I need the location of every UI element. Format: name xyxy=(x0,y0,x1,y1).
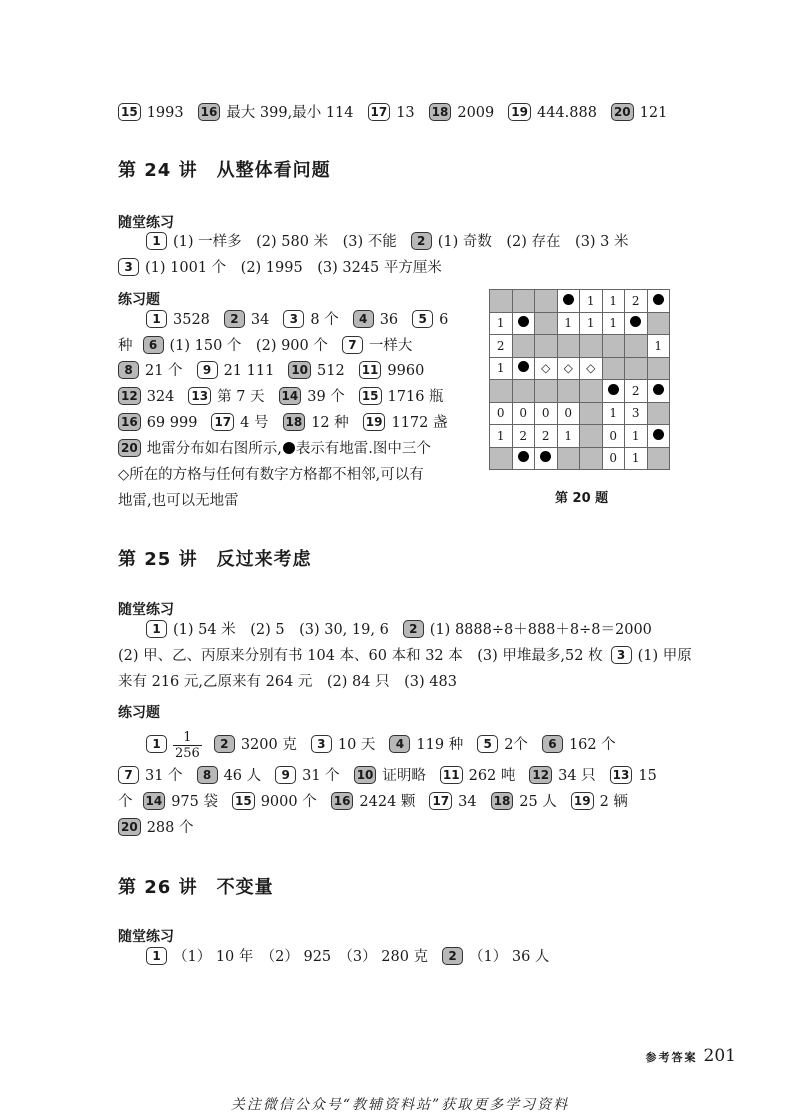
grid-cell-diamond: ◇ xyxy=(557,357,580,380)
question-number: 11 xyxy=(359,361,382,379)
answer-item xyxy=(283,312,338,328)
grid-cell-number: 1 xyxy=(490,312,513,335)
grid-cell-mine xyxy=(647,380,670,403)
grid-cell-shaded xyxy=(512,335,535,358)
answer-item xyxy=(508,105,597,121)
answer-text: 1716 瓶 xyxy=(387,389,444,405)
cp-line2-text: (2) 甲、乙、丙原来分别有书 104 本、60 本和 32 本 (3) 甲堆最多,52 枚 xyxy=(118,648,603,664)
answer-text: （1） 10 年 （2） 925 （3） 280 克 xyxy=(173,949,429,965)
question-number: 1 xyxy=(146,947,167,965)
lecture-25-title: 第 25 讲 反过来考虑 xyxy=(118,549,312,570)
answer-text: 证明略 xyxy=(382,768,426,784)
answer-text: 975 袋 xyxy=(171,794,218,810)
grid-row xyxy=(490,425,670,448)
answer-item xyxy=(275,768,340,784)
answer-item xyxy=(359,363,425,379)
question-number: 12 xyxy=(118,387,141,405)
items xyxy=(214,737,630,753)
question-number: 18 xyxy=(283,413,306,431)
lecture-25-exercise-line-4 xyxy=(118,815,208,841)
question-number: 6 xyxy=(542,735,563,753)
answer-item xyxy=(429,794,476,810)
grid-cell-shaded xyxy=(535,335,558,358)
lecture-24-exercise-line-2 xyxy=(118,333,426,359)
lecture-25-class-practice-line-1 xyxy=(146,617,666,643)
answer-item xyxy=(368,105,415,121)
mine-icon xyxy=(518,451,529,462)
q20-text-a: 地雷分布如右图所示, xyxy=(146,441,282,457)
answer-text: 2 辆 xyxy=(599,794,628,810)
answer-text: (1) 1001 个 (2) 1995 (3) 3245 平方厘米 xyxy=(145,260,442,276)
grid-cell-mine xyxy=(625,312,648,335)
answer-text: 2424 颗 xyxy=(359,794,416,810)
answer-item xyxy=(197,363,275,379)
answer-text: 2009 xyxy=(457,105,495,121)
lecture-24-class-practice-heading: 随堂练习 xyxy=(118,215,174,231)
lecture-25-exercises-heading: 练习题 xyxy=(118,705,160,721)
grid-cell-mine xyxy=(647,425,670,448)
grid-cell-number: 0 xyxy=(490,402,513,425)
answer-text: 9000 个 xyxy=(260,794,317,810)
grid-cell-shaded xyxy=(602,357,625,380)
grid-cell-number: 0 xyxy=(602,447,625,470)
answer-text: 21 111 xyxy=(223,363,275,379)
mine-icon xyxy=(563,294,574,305)
question-number: 19 xyxy=(363,413,386,431)
grid-cell-mine xyxy=(512,447,535,470)
mine-icon xyxy=(630,316,641,327)
answer-item xyxy=(571,794,628,810)
grid-cell-mine xyxy=(512,357,535,380)
lecture-24-q20-line-2: ◇所在的方格与任何有数字方格都不相邻,可以有 xyxy=(118,467,424,483)
answer-text: 444.888 xyxy=(536,105,597,121)
answer-item xyxy=(311,737,376,753)
answer-item xyxy=(232,794,317,810)
answer-text: 4 号 xyxy=(240,415,269,431)
question-number: 2 xyxy=(224,310,245,328)
grid-cell-number: 2 xyxy=(625,380,648,403)
lecture-26-class-practice-heading: 随堂练习 xyxy=(118,929,174,945)
lecture-24-class-practice-line-1 xyxy=(146,229,643,255)
lecture-25-exercise-line-2 xyxy=(118,763,671,789)
answer-item xyxy=(143,794,219,810)
mine-icon xyxy=(653,294,664,305)
answer-text: 262 吨 xyxy=(468,768,516,784)
fraction-denominator: 256 xyxy=(175,745,200,761)
question-number: 2 xyxy=(403,620,424,638)
answer-item xyxy=(283,415,349,431)
question-number: 1 xyxy=(146,232,167,250)
answer-item xyxy=(118,260,442,276)
lecture-24-title: 第 24 讲 从整体看问题 xyxy=(118,160,331,181)
answer-text: 119 种 xyxy=(416,737,464,753)
question-number: 1 xyxy=(146,620,167,638)
grid-cell-number: 1 xyxy=(625,425,648,448)
question-number: 2 xyxy=(411,232,432,250)
mine-icon xyxy=(540,451,551,462)
lecture-25-class-practice-line-3: 来有 216 元,乙原来有 264 元 (2) 84 只 (3) 483 xyxy=(118,674,457,690)
answer-text: (1) 一样多 (2) 580 米 (3) 不能 xyxy=(173,234,397,250)
mine-icon xyxy=(283,442,295,454)
grid-cell-diamond: ◇ xyxy=(535,357,558,380)
answer-item xyxy=(118,415,197,431)
answer-text: 46 人 xyxy=(223,768,262,784)
question-number: 6 xyxy=(143,336,164,354)
lecture-24-exercise-line-3 xyxy=(118,358,438,384)
grid-cell-shaded xyxy=(647,357,670,380)
grid-row xyxy=(490,290,670,313)
figure-caption: 第 20 题 xyxy=(555,491,609,506)
question-number: 16 xyxy=(331,792,354,810)
grid-cell-shaded xyxy=(580,335,603,358)
page-number: 201 xyxy=(703,1046,736,1066)
answer-item xyxy=(363,415,448,431)
grid-cell-shaded xyxy=(490,447,513,470)
answer-item xyxy=(359,389,444,405)
question-number: 13 xyxy=(188,387,211,405)
answer-item xyxy=(542,737,616,753)
answer-item xyxy=(197,768,262,784)
answer-item xyxy=(118,105,184,121)
answer-item xyxy=(342,338,413,354)
question-number: 20 xyxy=(611,103,634,121)
answer-text: 9960 xyxy=(387,363,425,379)
grid-cell-number: 3 xyxy=(625,402,648,425)
lecture-24-exercise-line-4 xyxy=(118,384,458,410)
question-number: 19 xyxy=(508,103,531,121)
grid-cell-mine xyxy=(535,447,558,470)
mine-icon xyxy=(653,429,664,440)
question-number: 8 xyxy=(118,361,139,379)
answer-text: 34 只 xyxy=(558,768,596,784)
answer-text: (1) 150 个 (2) 900 个 xyxy=(169,338,328,354)
answer-item xyxy=(442,949,549,965)
grid-cell-number: 1 xyxy=(490,425,513,448)
grid-cell-number: 0 xyxy=(535,402,558,425)
grid-cell-shaded xyxy=(625,335,648,358)
answer-text: （1） 36 人 xyxy=(469,949,550,965)
fraction xyxy=(173,730,202,761)
grid-cell-number: 1 xyxy=(602,312,625,335)
answer-item xyxy=(353,312,398,328)
question-number: 5 xyxy=(412,310,433,328)
grid-cell-mine xyxy=(602,380,625,403)
question-number: 17 xyxy=(211,413,234,431)
question-number: 7 xyxy=(118,766,139,784)
grid-cell-number: 1 xyxy=(602,290,625,313)
answer-item xyxy=(491,794,557,810)
answer-item xyxy=(214,737,297,753)
answer-text: 36 xyxy=(379,312,399,328)
question-number: 17 xyxy=(368,103,391,121)
answer-item xyxy=(477,737,528,753)
answer-text: 34 xyxy=(250,312,270,328)
question-number: 10 xyxy=(354,766,377,784)
answer-text: 31 个 xyxy=(302,768,340,784)
answer-text: (1) 8888÷8＋888＋8÷8＝2000 xyxy=(429,622,652,638)
grid-cell-shaded xyxy=(602,335,625,358)
grid-cell-number: 2 xyxy=(512,425,535,448)
question-number: 14 xyxy=(279,387,302,405)
question-number: 5 xyxy=(477,735,498,753)
question-number: 3 xyxy=(118,258,139,276)
question-number: 17 xyxy=(429,792,452,810)
grid-cell-shaded xyxy=(490,380,513,403)
question-number: 9 xyxy=(275,766,296,784)
answer-item xyxy=(611,105,667,121)
question-number: 3 xyxy=(283,310,304,328)
mine-icon xyxy=(653,384,664,395)
question-number: 15 xyxy=(232,792,255,810)
fraction-numerator: 1 xyxy=(173,730,202,746)
question-number: 15 xyxy=(359,387,382,405)
lecture-24-exercises-heading: 练习题 xyxy=(118,292,160,308)
answer-item xyxy=(146,312,210,328)
answer-item xyxy=(288,363,344,379)
answer-text: 121 xyxy=(639,105,668,121)
question-number: 2 xyxy=(442,947,463,965)
answer-item xyxy=(412,312,448,328)
answer-item xyxy=(211,415,268,431)
question-number: 1 xyxy=(146,735,167,753)
answer-item xyxy=(118,820,194,836)
question-number: 3 xyxy=(611,646,632,664)
question-number: 8 xyxy=(197,766,218,784)
mine-icon xyxy=(518,316,529,327)
grid-cell-shaded xyxy=(490,290,513,313)
grid-cell-shaded xyxy=(557,380,580,403)
question-number: 2 xyxy=(214,735,235,753)
answer-text: 25 人 xyxy=(519,794,557,810)
grid-cell-shaded xyxy=(512,380,535,403)
question-number: 11 xyxy=(440,766,463,784)
answer-item xyxy=(429,105,495,121)
grid-cell-shaded xyxy=(557,447,580,470)
grid-cell-shaded xyxy=(580,402,603,425)
mine-icon xyxy=(608,384,619,395)
answer-item xyxy=(610,768,657,784)
grid-cell-shaded xyxy=(535,312,558,335)
cp-line2-tail: (1) 甲原 xyxy=(637,648,692,664)
answer-item xyxy=(411,234,629,250)
answer-text: 8 个 xyxy=(310,312,339,328)
answer-text: 288 个 xyxy=(146,820,194,836)
answer-item xyxy=(146,949,428,965)
grid-cell-shaded xyxy=(580,447,603,470)
lecture-25-class-practice-line-2 xyxy=(118,643,692,669)
answer-text: 最大 399,最小 114 xyxy=(226,105,354,121)
answer-item xyxy=(279,389,345,405)
answer-text: (1) 54 米 (2) 5 (3) 30, 19, 6 xyxy=(173,622,389,638)
answer-text: (1) 奇数 (2) 存在 (3) 3 米 xyxy=(437,234,629,250)
grid-cell-shaded xyxy=(625,357,648,380)
items xyxy=(143,794,642,810)
grid-cell-number: 1 xyxy=(647,335,670,358)
question-number: 20 xyxy=(118,439,141,457)
page-footer xyxy=(646,1046,736,1066)
answer-text: 1172 盏 xyxy=(391,415,448,431)
lecture-26-class-practice-line-1 xyxy=(146,944,563,970)
grid-cell-shaded xyxy=(580,380,603,403)
grid-cell-shaded xyxy=(647,447,670,470)
grid-cell-number: 1 xyxy=(490,357,513,380)
minesweeper-grid xyxy=(489,289,670,470)
answer-text: 13 xyxy=(396,105,415,121)
question-number: 1 xyxy=(146,310,167,328)
answer-item xyxy=(529,768,595,784)
mine-icon xyxy=(518,361,529,372)
answer-item xyxy=(118,768,183,784)
answer-text: 12 种 xyxy=(311,415,349,431)
answer-item xyxy=(403,622,652,638)
question-number: 12 xyxy=(529,766,552,784)
grid-cell-number: 0 xyxy=(512,402,535,425)
question-number: 16 xyxy=(118,413,141,431)
question-number: 13 xyxy=(610,766,633,784)
question-number: 9 xyxy=(197,361,218,379)
answer-item xyxy=(440,768,516,784)
line-prefix: 种 xyxy=(118,338,133,354)
grid-cell-number: 2 xyxy=(490,335,513,358)
lecture-24-q20-line-1 xyxy=(118,436,431,462)
answer-item xyxy=(389,737,463,753)
grid-cell-shaded xyxy=(557,335,580,358)
grid-cell-shaded xyxy=(647,402,670,425)
answer-text: 31 个 xyxy=(145,768,183,784)
grid-row xyxy=(490,357,670,380)
answer-item xyxy=(118,389,174,405)
grid-cell-number: 1 xyxy=(602,402,625,425)
answer-item xyxy=(146,234,397,250)
grid-row xyxy=(490,402,670,425)
grid-cell-mine xyxy=(557,290,580,313)
answer-item xyxy=(331,794,416,810)
answer-item xyxy=(198,105,354,121)
grid-cell-mine xyxy=(647,290,670,313)
lecture-25-exercise-line-3 xyxy=(118,789,642,815)
grid-cell-number: 0 xyxy=(557,402,580,425)
answer-text: 512 xyxy=(317,363,345,379)
lecture-25-class-practice-heading: 随堂练习 xyxy=(118,602,174,618)
grid-cell-mine xyxy=(512,312,535,335)
question-number: 4 xyxy=(353,310,374,328)
answer-item xyxy=(354,768,426,784)
grid-row xyxy=(490,380,670,403)
question-number: 14 xyxy=(143,792,166,810)
lecture-24-exercise-line-1 xyxy=(146,307,462,333)
grid-cell-number: 1 xyxy=(580,290,603,313)
question-number: 19 xyxy=(571,792,594,810)
grid-cell-shaded xyxy=(647,312,670,335)
grid-cell-shaded xyxy=(512,290,535,313)
items xyxy=(143,338,427,354)
lecture-24-exercise-line-5 xyxy=(118,410,461,436)
grid-cell-number: 1 xyxy=(557,312,580,335)
question-number: 3 xyxy=(311,735,332,753)
question-number: 20 xyxy=(118,818,141,836)
answer-line-top xyxy=(118,100,681,126)
answer-text: 6 xyxy=(439,312,449,328)
answer-text: 2个 xyxy=(504,737,528,753)
lecture-26-title: 第 26 讲 不变量 xyxy=(118,877,274,898)
lecture-24-class-practice-line-2 xyxy=(118,255,456,281)
answer-text: 3200 克 xyxy=(240,737,297,753)
answer-text: 69 999 xyxy=(146,415,198,431)
answer-text: 34 xyxy=(458,794,477,810)
answer-text: 10 天 xyxy=(337,737,376,753)
question-number: 16 xyxy=(198,103,221,121)
answer-text: 一样大 xyxy=(368,338,413,354)
answer-text: 324 xyxy=(146,389,175,405)
answer-text: 162 个 xyxy=(568,737,616,753)
grid-row xyxy=(490,335,670,358)
answer-text: 39 个 xyxy=(307,389,345,405)
q20-text-b: 表示有地雷.图中三个 xyxy=(295,441,431,457)
answer-text: 3528 xyxy=(173,312,210,328)
lecture-24-q20-line-3: 地雷,也可以无地雷 xyxy=(118,493,239,509)
answer-text: 15 xyxy=(638,768,657,784)
answer-text: 第 7 天 xyxy=(217,389,265,405)
grid-cell-number: 0 xyxy=(602,425,625,448)
grid-cell-number: 2 xyxy=(535,425,558,448)
answer-item xyxy=(146,622,389,638)
watermark: 关注微信公众号“教辅资料站”获取更多学习资料 xyxy=(230,1097,570,1113)
answer-text: 21 个 xyxy=(145,363,183,379)
grid-row xyxy=(490,447,670,470)
answer-item xyxy=(224,312,269,328)
question-number: 18 xyxy=(491,792,514,810)
line-prefix: 个 xyxy=(118,794,133,810)
grid-cell-shaded xyxy=(535,380,558,403)
answer-item xyxy=(118,363,183,379)
answer-item xyxy=(143,338,328,354)
grid-cell-number: 1 xyxy=(557,425,580,448)
question-number: 18 xyxy=(429,103,452,121)
grid-cell-number: 1 xyxy=(580,312,603,335)
question-number: 15 xyxy=(118,103,141,121)
question-number: 10 xyxy=(288,361,311,379)
lecture-25-exercise-line-1 xyxy=(146,728,630,762)
grid-cell-shaded xyxy=(580,425,603,448)
grid-row xyxy=(490,312,670,335)
question-number: 4 xyxy=(389,735,410,753)
grid-cell-number: 2 xyxy=(625,290,648,313)
grid-cell-number: 1 xyxy=(625,447,648,470)
grid-cell-diamond: ◇ xyxy=(580,357,603,380)
answer-item xyxy=(188,389,264,405)
footer-label: 参考答案 xyxy=(645,1051,698,1064)
grid-cell-shaded xyxy=(535,290,558,313)
answer-text: 1993 xyxy=(146,105,184,121)
question-number: 7 xyxy=(342,336,363,354)
